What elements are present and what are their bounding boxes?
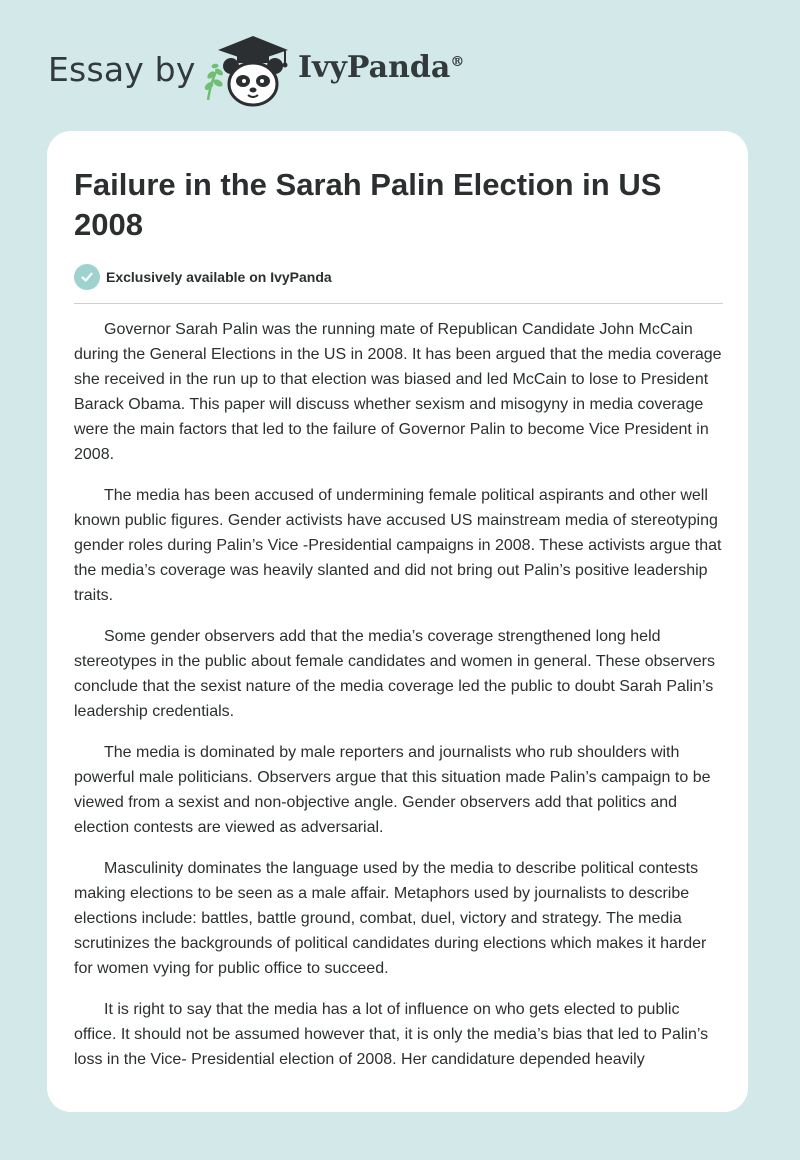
paragraph: The media has been accused of undermining female political aspirants and other well known public figures. Gender activists have accused US mainstream media of stereotyping gender roles during Palin’s Vice -Presidential campaigns in 2008. These activists argue that the media’s coverage was heavily slanted and did not bring out Palin’s positive leadership traits. (74, 487, 722, 604)
badge-label: Exclusively available on IvyPanda (106, 269, 332, 285)
brand-name: IvyPanda® (298, 50, 465, 85)
site-header-logo[interactable] (48, 30, 468, 110)
registered-mark: ® (450, 54, 465, 70)
paragraph: Some gender observers add that the media’s coverage strengthened long held stereotypes in the public about female candidates and women in general. These observers conclude that the sexist nature of the media coverage led the public to doubt Sarah Palin’s leadership credentials. (74, 628, 715, 720)
essay-body (74, 317, 724, 1088)
brand-prefix: Essay by (48, 50, 196, 89)
divider (74, 303, 723, 304)
paragraph: It is right to say that the media has a lot of influence on who gets elected to public office. It should not be assumed however that, it is only the media’s bias that led to Palin’s loss in the Vice- Presidential election of 2008. Her candidature depended heavily (74, 1001, 709, 1068)
essay-card (47, 131, 748, 1112)
exclusive-badge (74, 264, 332, 290)
paragraph: Governor Sarah Palin was the running mate of Republican Candidate John McCain during the General Elections in the US in 2008. It has been argued that the media coverage she received in the run up to that election was biased and led McCain to lose to President Barack Obama. This paper will discuss whether sexism and misogyny in media coverage were the main factors that led to the failure of Governor Palin to become Vice President in 2008. (74, 321, 722, 463)
paragraph: The media is dominated by male reporters and journalists who rub shoulders with powerful male politicians. Observers argue that this situation made Palin’s campaign to be viewed from a sexist and non-objective angle. Gender observers add that politics and election contests are viewed as adversarial. (74, 744, 711, 836)
panda-graduate-logo-icon (198, 30, 298, 110)
check-icon (74, 264, 100, 290)
leaf-icon (203, 63, 224, 100)
essay-title: Failure in the Sarah Palin Election in US 2008 (74, 167, 662, 242)
paragraph: Masculinity dominates the language used by the media to describe political contests making elections to be seen as a male affair. Metaphors used by journalists to describe elections include: battles, battle ground, combat, duel, victory and strategy. The media scrutinizes the backgrounds of political candidates during elections which makes it harder for women vying for public office to succeed. (74, 860, 707, 977)
